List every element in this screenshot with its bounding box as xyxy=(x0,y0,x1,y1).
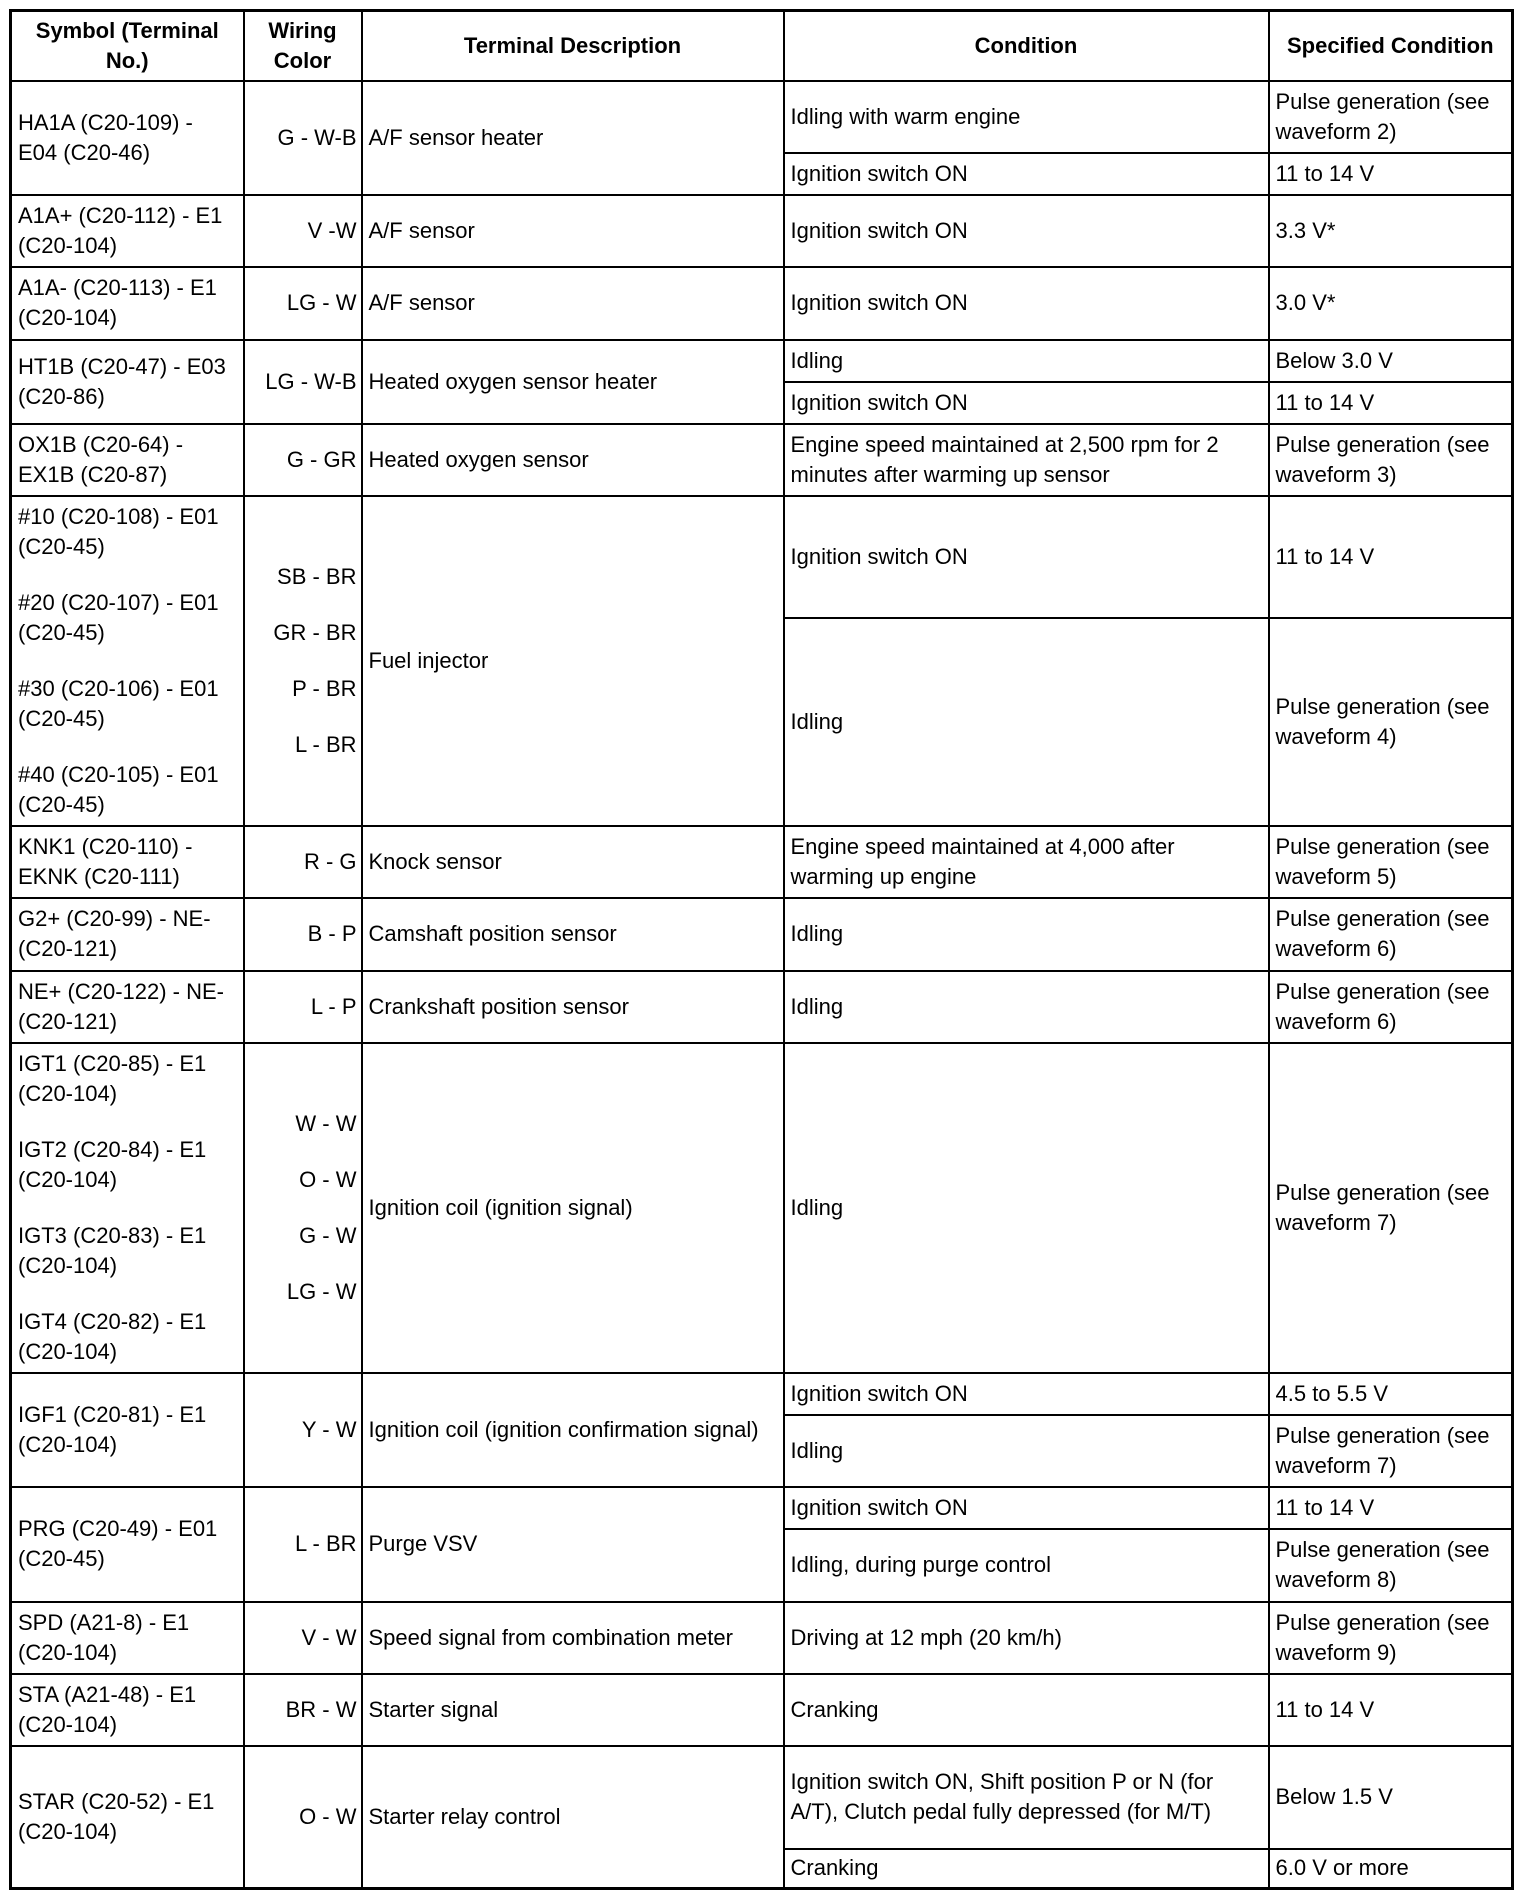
wiring-color-cell: R - G xyxy=(244,826,362,898)
description-cell: Starter signal xyxy=(362,1674,784,1746)
symbol-cell: OX1B (C20-64) - EX1B (C20-87) xyxy=(11,424,244,496)
condition-cell: Engine speed maintained at 4,000 after warming up engine xyxy=(784,826,1269,898)
wiring-color-cell: LG - W-B xyxy=(244,340,362,424)
spec-cell: Pulse generation (see waveform 6) xyxy=(1269,971,1513,1043)
table-row xyxy=(11,1674,1513,1746)
wiring-color-cell: V - W xyxy=(244,1602,362,1674)
header-wiring-color: Wiring Color xyxy=(244,11,362,81)
symbol-cell: NE+ (C20-122) - NE- (C20-121) xyxy=(11,971,244,1043)
condition-cell: Idling xyxy=(784,1415,1269,1487)
description-cell: Knock sensor xyxy=(362,826,784,898)
symbol-line: #20 (C20-107) - E01 (C20-45) xyxy=(18,589,219,645)
table-row xyxy=(11,826,1513,898)
spec-cell: Pulse generation (see waveform 4) xyxy=(1269,618,1513,826)
spec-cell: 6.0 V or more xyxy=(1269,1849,1513,1889)
condition-cell: Idling xyxy=(784,971,1269,1043)
spec-cell: Pulse generation (see waveform 7) xyxy=(1269,1415,1513,1487)
table-row xyxy=(11,1373,1513,1415)
symbol-cell: STAR (C20-52) - E1 (C20-104) xyxy=(11,1746,244,1889)
symbol-cell: STA (A21-48) - E1 (C20-104) xyxy=(11,1674,244,1746)
wiring-line: L - BR xyxy=(294,731,357,757)
description-cell: Speed signal from combination meter xyxy=(362,1602,784,1674)
spec-cell: 11 to 14 V xyxy=(1269,1674,1513,1746)
wiring-color-cell xyxy=(244,1043,362,1373)
ecm-terminal-table xyxy=(9,9,1514,1890)
symbol-cell xyxy=(11,1043,244,1373)
table-row xyxy=(11,195,1513,267)
table-row xyxy=(11,424,1513,496)
symbol-cell xyxy=(11,496,244,826)
description-cell: Heated oxygen sensor xyxy=(362,424,784,496)
description-cell: A/F sensor xyxy=(362,195,784,267)
header-condition: Condition xyxy=(784,11,1269,81)
description-cell: Camshaft position sensor xyxy=(362,898,784,971)
symbol-cell: KNK1 (C20-110) - EKNK (C20-111) xyxy=(11,826,244,898)
symbol-cell: IGF1 (C20-81) - E1 (C20-104) xyxy=(11,1373,244,1487)
wiring-color-cell: L - P xyxy=(244,971,362,1043)
wiring-color-cell: G - GR xyxy=(244,424,362,496)
description-cell: Ignition coil (ignition signal) xyxy=(362,1043,784,1373)
wiring-line: P - BR xyxy=(292,675,357,701)
wiring-color-cell xyxy=(244,496,362,826)
wiring-line: G - W xyxy=(299,1222,357,1248)
spec-cell: Pulse generation (see waveform 7) xyxy=(1269,1043,1513,1373)
condition-cell: Ignition switch ON, Shift position P or N (for A/T), Clutch pedal fully depressed (for M/T) xyxy=(784,1746,1269,1849)
spec-cell: 11 to 14 V xyxy=(1269,153,1513,195)
spec-cell: Pulse generation (see waveform 9) xyxy=(1269,1602,1513,1674)
spec-cell: Pulse generation (see waveform 6) xyxy=(1269,898,1513,971)
spec-cell: 11 to 14 V xyxy=(1269,1487,1513,1529)
condition-cell: Cranking xyxy=(784,1674,1269,1746)
wiring-line: O - W xyxy=(299,1166,357,1192)
wiring-color-cell: G - W-B xyxy=(244,81,362,195)
wiring-color-cell: B - P xyxy=(244,898,362,971)
symbol-line: #30 (C20-106) - E01 (C20-45) xyxy=(18,675,219,731)
spec-cell: Pulse generation (see waveform 5) xyxy=(1269,826,1513,898)
table-row xyxy=(11,267,1513,340)
spec-cell: 3.0 V* xyxy=(1269,267,1513,340)
spec-cell: Pulse generation (see waveform 3) xyxy=(1269,424,1513,496)
header-row xyxy=(11,11,1513,81)
description-cell: Starter relay control xyxy=(362,1746,784,1889)
condition-cell: Ignition switch ON xyxy=(784,1373,1269,1415)
wiring-line: LG - W xyxy=(286,1278,357,1304)
condition-cell: Engine speed maintained at 2,500 rpm for 2 minutes after warming up sensor xyxy=(784,424,1269,496)
table-row xyxy=(11,81,1513,153)
spec-cell: 11 to 14 V xyxy=(1269,382,1513,424)
terminal-table-page xyxy=(9,9,1511,1879)
symbol-cell: SPD (A21-8) - E1 (C20-104) xyxy=(11,1602,244,1674)
symbol-line: IGT4 (C20-82) - E1 (C20-104) xyxy=(18,1308,207,1364)
symbol-cell: HA1A (C20-109) - E04 (C20-46) xyxy=(11,81,244,195)
description-cell: A/F sensor xyxy=(362,267,784,340)
symbol-line: #10 (C20-108) - E01 (C20-45) xyxy=(18,503,219,559)
symbol-line: IGT3 (C20-83) - E1 (C20-104) xyxy=(18,1222,207,1278)
header-symbol: Symbol (Terminal No.) xyxy=(11,11,244,81)
description-cell: Purge VSV xyxy=(362,1487,784,1602)
wiring-line: W - W xyxy=(295,1110,357,1136)
wiring-color-cell: Y - W xyxy=(244,1373,362,1487)
wiring-color-cell: BR - W xyxy=(244,1674,362,1746)
description-cell: Heated oxygen sensor heater xyxy=(362,340,784,424)
header-terminal-description: Terminal Description xyxy=(362,11,784,81)
symbol-cell: A1A- (C20-113) - E1 (C20-104) xyxy=(11,267,244,340)
wiring-line: GR - BR xyxy=(273,619,357,645)
condition-cell: Idling xyxy=(784,1043,1269,1373)
wiring-color-cell: V -W xyxy=(244,195,362,267)
spec-cell: 3.3 V* xyxy=(1269,195,1513,267)
condition-cell: Ignition switch ON xyxy=(784,382,1269,424)
spec-cell: 4.5 to 5.5 V xyxy=(1269,1373,1513,1415)
condition-cell: Idling xyxy=(784,898,1269,971)
table-row xyxy=(11,1487,1513,1529)
spec-cell: Pulse generation (see waveform 8) xyxy=(1269,1529,1513,1602)
condition-cell: Idling xyxy=(784,340,1269,382)
wiring-color-cell: O - W xyxy=(244,1746,362,1889)
table-row xyxy=(11,340,1513,382)
spec-cell: 11 to 14 V xyxy=(1269,496,1513,618)
wiring-line: SB - BR xyxy=(277,563,357,589)
description-cell: Crankshaft position sensor xyxy=(362,971,784,1043)
symbol-cell: HT1B (C20-47) - E03 (C20-86) xyxy=(11,340,244,424)
table-row xyxy=(11,496,1513,618)
condition-cell: Ignition switch ON xyxy=(784,195,1269,267)
table-row xyxy=(11,1043,1513,1373)
description-cell: A/F sensor heater xyxy=(362,81,784,195)
table-row xyxy=(11,971,1513,1043)
symbol-cell: G2+ (C20-99) - NE- (C20-121) xyxy=(11,898,244,971)
symbol-cell: PRG (C20-49) - E01 (C20-45) xyxy=(11,1487,244,1602)
symbol-line: IGT2 (C20-84) - E1 (C20-104) xyxy=(18,1136,207,1192)
header-specified-condition: Specified Condition xyxy=(1269,11,1513,81)
condition-cell: Idling with warm engine xyxy=(784,81,1269,153)
description-cell: Fuel injector xyxy=(362,496,784,826)
condition-cell: Ignition switch ON xyxy=(784,153,1269,195)
symbol-cell: A1A+ (C20-112) - E1 (C20-104) xyxy=(11,195,244,267)
description-cell: Ignition coil (ignition confirmation signal) xyxy=(362,1373,784,1487)
table-row xyxy=(11,1746,1513,1849)
spec-cell: Pulse generation (see waveform 2) xyxy=(1269,81,1513,153)
symbol-line: IGT1 (C20-85) - E1 (C20-104) xyxy=(18,1050,207,1106)
condition-cell: Driving at 12 mph (20 km/h) xyxy=(784,1602,1269,1674)
spec-cell: Below 3.0 V xyxy=(1269,340,1513,382)
table-row xyxy=(11,898,1513,971)
condition-cell: Idling, during purge control xyxy=(784,1529,1269,1602)
condition-cell: Ignition switch ON xyxy=(784,496,1269,618)
wiring-color-cell: LG - W xyxy=(244,267,362,340)
symbol-line: #40 (C20-105) - E01 (C20-45) xyxy=(18,761,219,817)
spec-cell: Below 1.5 V xyxy=(1269,1746,1513,1849)
condition-cell: Idling xyxy=(784,618,1269,826)
table-row xyxy=(11,1602,1513,1674)
wiring-color-cell: L - BR xyxy=(244,1487,362,1602)
condition-cell: Cranking xyxy=(784,1849,1269,1889)
condition-cell: Ignition switch ON xyxy=(784,1487,1269,1529)
condition-cell: Ignition switch ON xyxy=(784,267,1269,340)
